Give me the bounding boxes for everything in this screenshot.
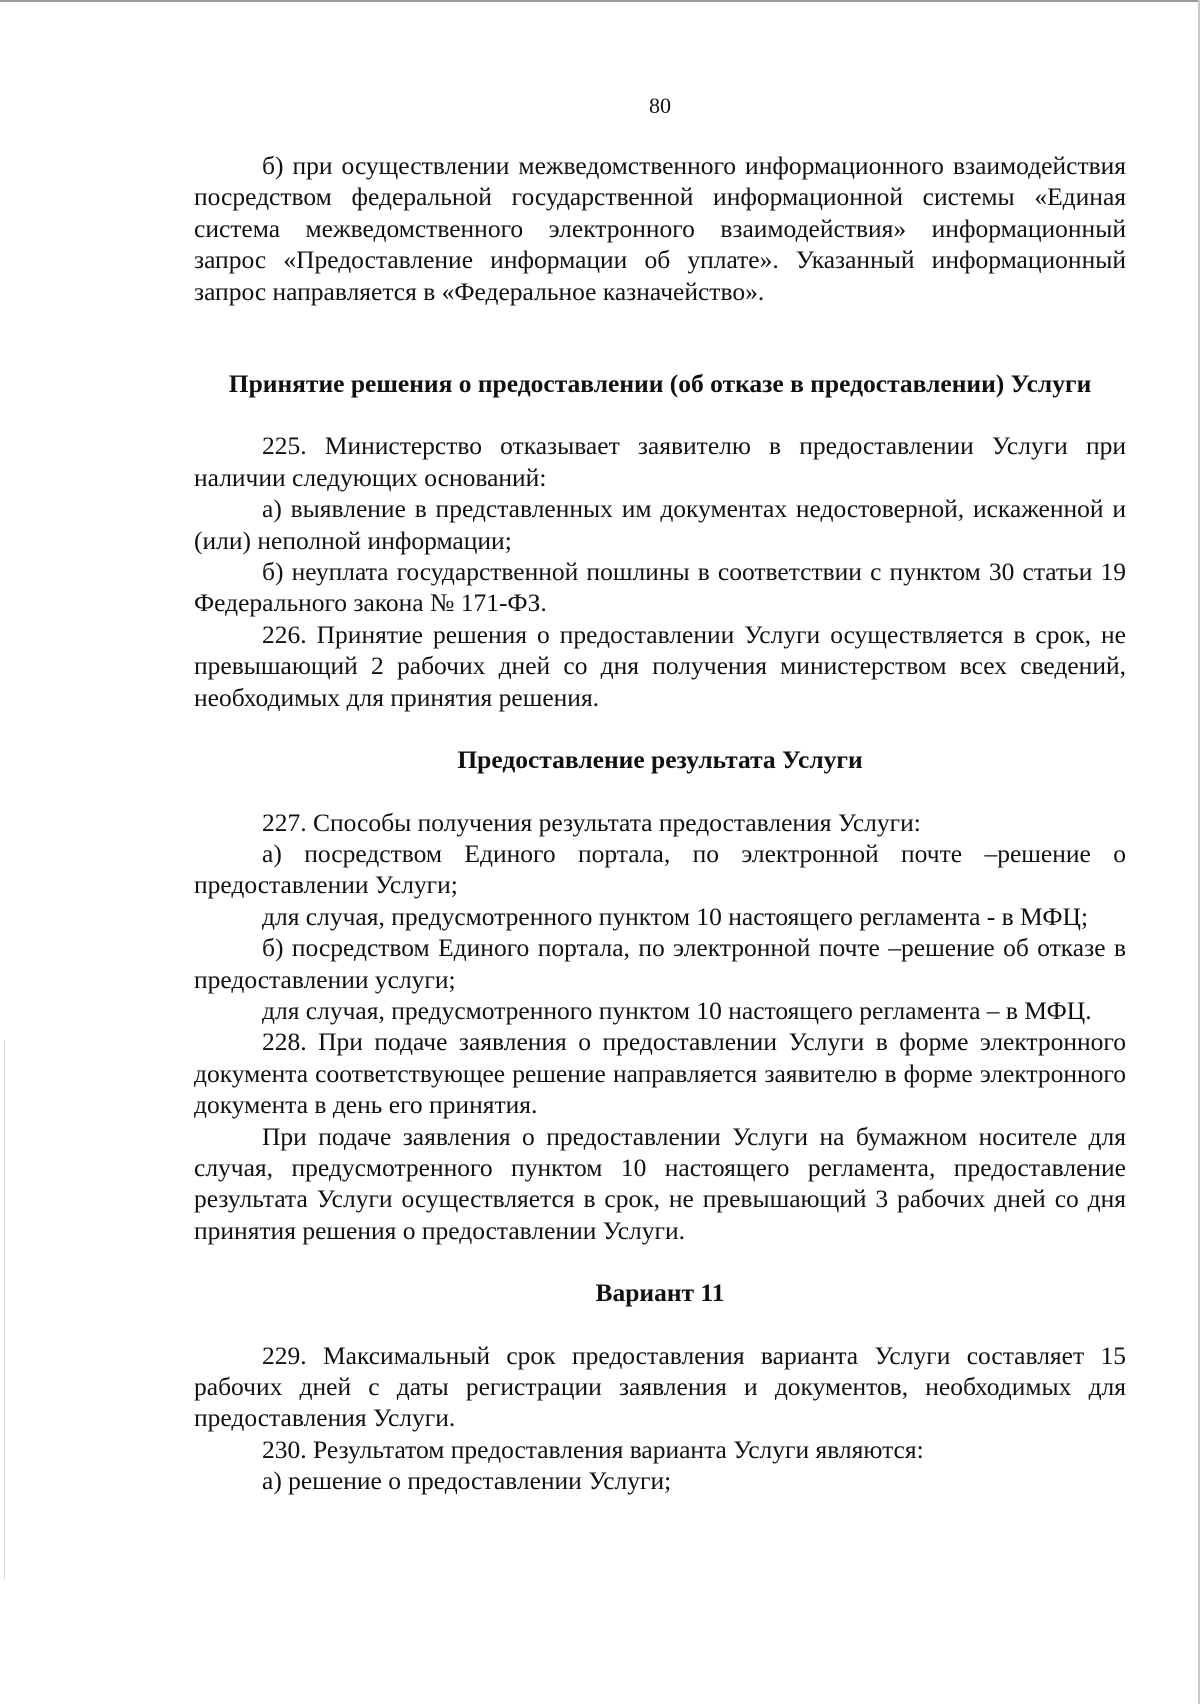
page-top-edge: [0, 0, 1200, 2]
paragraph-227-a-mfc: для случая, предусмотренного пунктом 10 настоящего регламента - в МФЦ;: [262, 901, 1089, 931]
section-heading-variant-11: Вариант 11: [595, 1278, 725, 1308]
paragraph-b-interagency: б) при осуществлении межведомственного информационного взаимодействия посредством федеральной государственной информационной системы «Единая система межведомственного электронного взаимодействия» информационный запрос «Предоставление информации об уплате». Указанный информационный запрос направляется в «Федеральное казначейство».: [194, 151, 1126, 306]
section-heading-result: Предоставление результата Услуги: [457, 745, 863, 775]
paragraph-225-a: а) выявление в представленных им документах недостоверной, искаженной и (или) неполной информации;: [194, 494, 1126, 555]
paragraph-225: 225. Министерство отказывает заявителю в предоставлении Услуги при наличии следующих оснований:: [194, 431, 1126, 492]
paragraph-227-b: б) посредством Единого портала, по электронной почте –решение об отказе в предоставлении услуги;: [194, 933, 1126, 994]
paragraph-227-a: а) посредством Единого портала, по электронной почте –решение о предоставлении Услуги;: [194, 838, 1126, 900]
page-number: 80: [649, 93, 671, 118]
paragraph-227: 227. Способы получения результата предоставления Услуги:: [262, 807, 921, 837]
paragraph-226: 226. Принятие решения о предоставлении Услуги осуществляется в срок, не превышающий 2 рабочих дней со дня получения министерством всех сведений, необходимых для принятия решения.: [194, 619, 1126, 712]
section-heading-decision: Принятие решения о предоставлении (об отказе в предоставлении) Услуги: [228, 369, 1092, 399]
paragraph-229: 229. Максимальный срок предоставления варианта Услуги составляет 15 рабочих дней с даты регистрации заявления и документов, необходимых для предоставления Услуги.: [194, 1340, 1126, 1433]
paragraph-230-a: а) решение о предоставлении Услуги;: [262, 1466, 672, 1496]
paragraph-228-paper: При подаче заявления о предоставлении Услуги на бумажном носителе для случая, предусмотренного пунктом 10 настоящего регламента, предоставление результата Услуги осуществляется в срок, не превышающий 3 рабочих дней со дня принятия решения о предоставлении Услуги.: [194, 1121, 1126, 1245]
scan-edge-line: [4, 1040, 5, 1580]
paragraph-228: 228. При подаче заявления о предоставлении Услуги в форме электронного документа соответствующее решение направляется заявителю в форме электронного документа в день его принятия.: [194, 1027, 1126, 1120]
document-body: [194, 150, 1126, 1497]
paragraph-230: 230. Результатом предоставления варианта Услуги являются:: [262, 1434, 924, 1464]
paragraph-225-b: б) неуплата государственной пошлины в соответствии с пунктом 30 статьи 19 Федерального закона № 171-ФЗ.: [194, 557, 1126, 618]
paragraph-227-b-mfc: для случая, предусмотренного пунктом 10 настоящего регламента – в МФЦ.: [262, 995, 1092, 1025]
